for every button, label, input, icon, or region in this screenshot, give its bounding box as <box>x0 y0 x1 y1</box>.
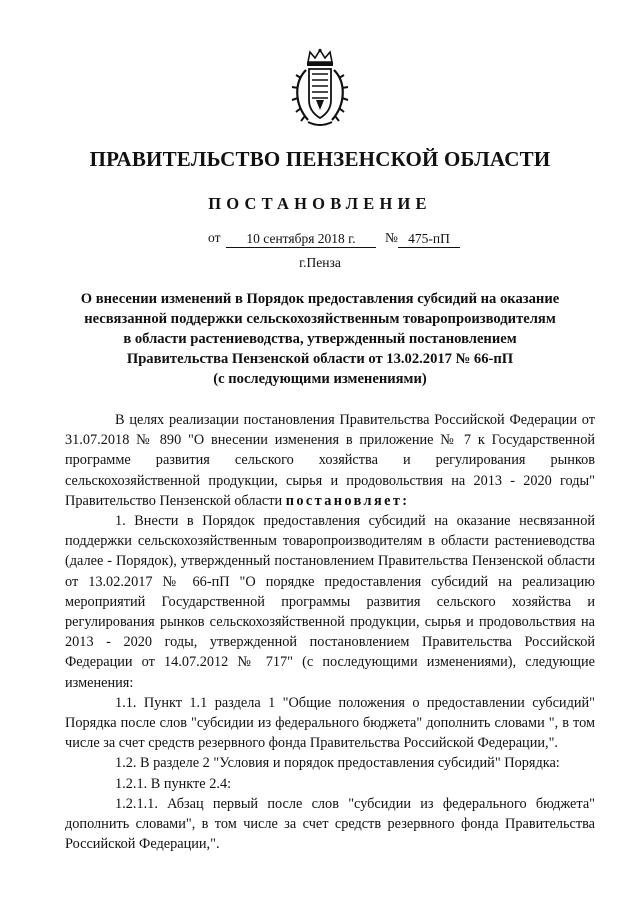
subject-line: О внесении изменений в Порядок предоставления субсидий на оказание <box>80 291 560 307</box>
paragraph-1-2-1: 1.2.1. В пункте 2.4: <box>115 775 232 792</box>
paragraph-1: 1. Внести в Порядок предоставления субсидий на оказание несвязанной поддержки сельскохозяйственным товаропроизводителям в области растениеводства (далее - Порядок), утвержденный постановлением Правительства Пензенской области от 13.02.2017 № 66-пП "О порядке предоставления субсидий на реализацию мероприятий Государственной программы развития сельского хозяйства и регулирования рынков сельскохозяйственной продукции, сырья и продовольствия на 2013 - 2020 годы, утвержденной постановлением Правительства Российской Федерации от 14.07.2012 № 717" (с последующими изменениями), следующие изменения: <box>65 513 595 691</box>
document-number: 475-пП <box>398 230 460 248</box>
subject-line: (с последующими изменениями) <box>213 371 427 387</box>
paragraph-1-2-1-1: 1.2.1.1. Абзац первый после слов "субсидии из федерального бюджета" дополнить словами", в том числе за счет средств резервного фонда Правительства Российской Федерации,". <box>65 795 595 853</box>
number-label: № <box>385 230 398 245</box>
preamble-text: В целях реализации постановления Правительства Российской Федерации от 31.07.2018 № 890 "О внесении изменения в приложение № 7 к Государственной программе развития сельского хозяйства и регулирования рынков сельскохозяйственной продукции, сырья и продовольствия на 2013 - 2020 годы" Правительство Пензенской области <box>65 412 595 509</box>
subject-line: Правительства Пензенской области от 13.02.2017 № 66-пП <box>126 351 514 367</box>
paragraph-1-1: 1.1. Пункт 1.1 раздела 1 "Общие положения о предоставлении субсидий" Порядка после слов "субсидии из федерального бюджета" дополнить словами ", в том числе за счет средств резервного фонда Правительства Российской Федерации,". <box>65 694 595 752</box>
preamble-paragraph <box>65 410 595 511</box>
subject-title <box>60 289 580 389</box>
subject-line: несвязанной поддержки сельскохозяйственным товаропроизводителям <box>84 311 556 327</box>
paragraph-1-2: 1.2. В разделе 2 "Условия и порядок предоставления субсидий" Порядка: <box>115 755 560 772</box>
document-body <box>65 410 595 854</box>
from-label: от <box>208 230 221 245</box>
document-type: ПОСТАНОВЛЕНИЕ <box>208 194 432 213</box>
document-date: 10 сентября 2018 г. <box>226 230 376 248</box>
government-title: ПРАВИТЕЛЬСТВО ПЕНЗЕНСКОЙ ОБЛАСТИ <box>89 147 551 171</box>
decree-word: постановляет: <box>285 492 410 509</box>
date-number-row <box>0 230 640 250</box>
city: г.Пенза <box>299 255 341 270</box>
subject-line: в области растениеводства, утвержденный постановлением <box>123 331 517 347</box>
coat-of-arms-icon <box>290 48 350 130</box>
